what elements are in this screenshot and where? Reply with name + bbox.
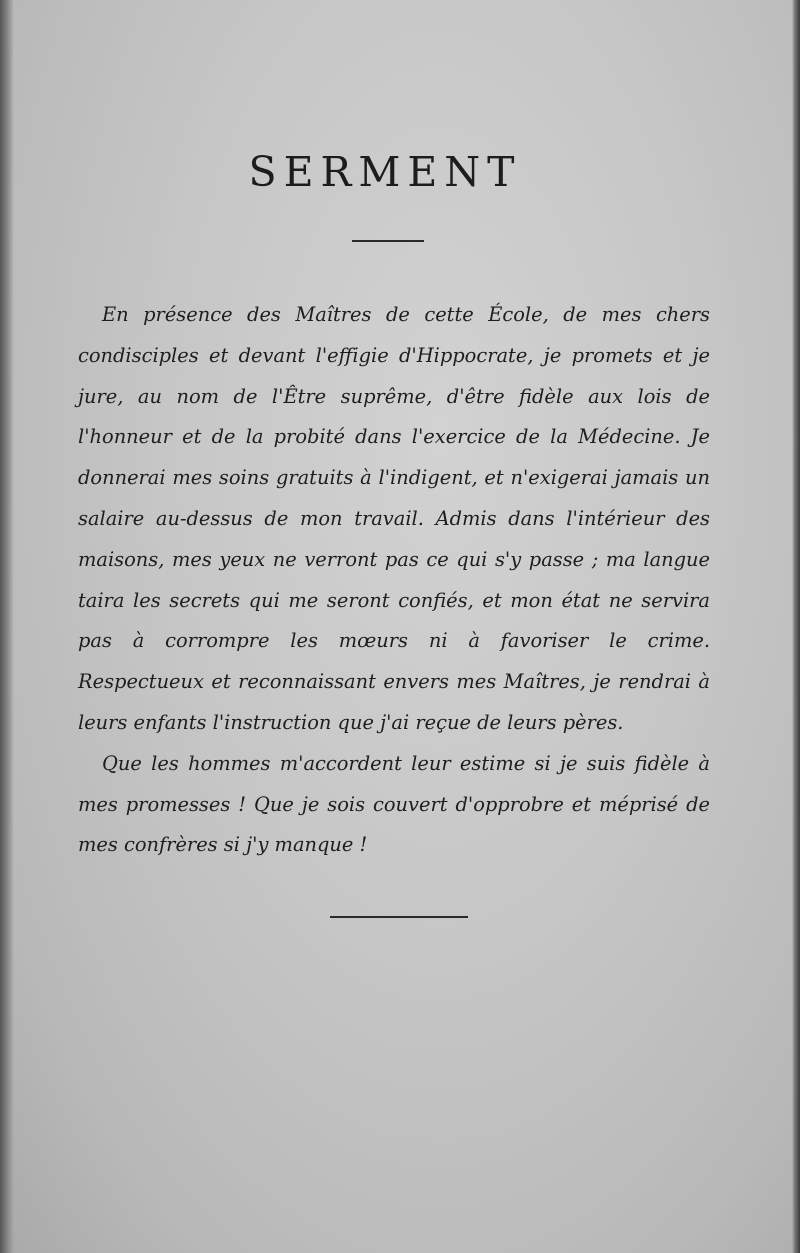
oath-text (78, 295, 710, 866)
title-divider (352, 240, 424, 242)
oath-paragraph-2: Que les hommes m'accordent leur estime si je suis fidèle à mes promesses ! Que je sois couvert d'opprobre et méprisé de mes confrères si j'y manque ! (78, 751, 710, 857)
closing-divider (330, 916, 468, 918)
oath-paragraph-1: En présence des Maîtres de cette École, de mes chers condisciples et devant l'effigie d'Hippocrate, je promets et je jure, au nom de l'Être suprême, d'être fidèle aux lois de l'honneur et de la probité dans l'exercice de la Médecine. Je donnerai mes soins gratuits à l'indigent, et n'exigerai jamais un salaire au-dessus de mon travail. Admis dans l'intérieur des maisons, mes yeux ne verront pas ce qui s'y passe ; ma langue taira les secrets qui me seront confiés, et mon état ne servira pas à corrompre les mœurs ni à favoriser le crime. Respectueux et reconnaissant envers mes Maîtres, je rendrai à leurs enfants l'instruction que j'ai reçue de leurs pères. (78, 303, 710, 734)
page-title: SERMENT (248, 148, 522, 196)
